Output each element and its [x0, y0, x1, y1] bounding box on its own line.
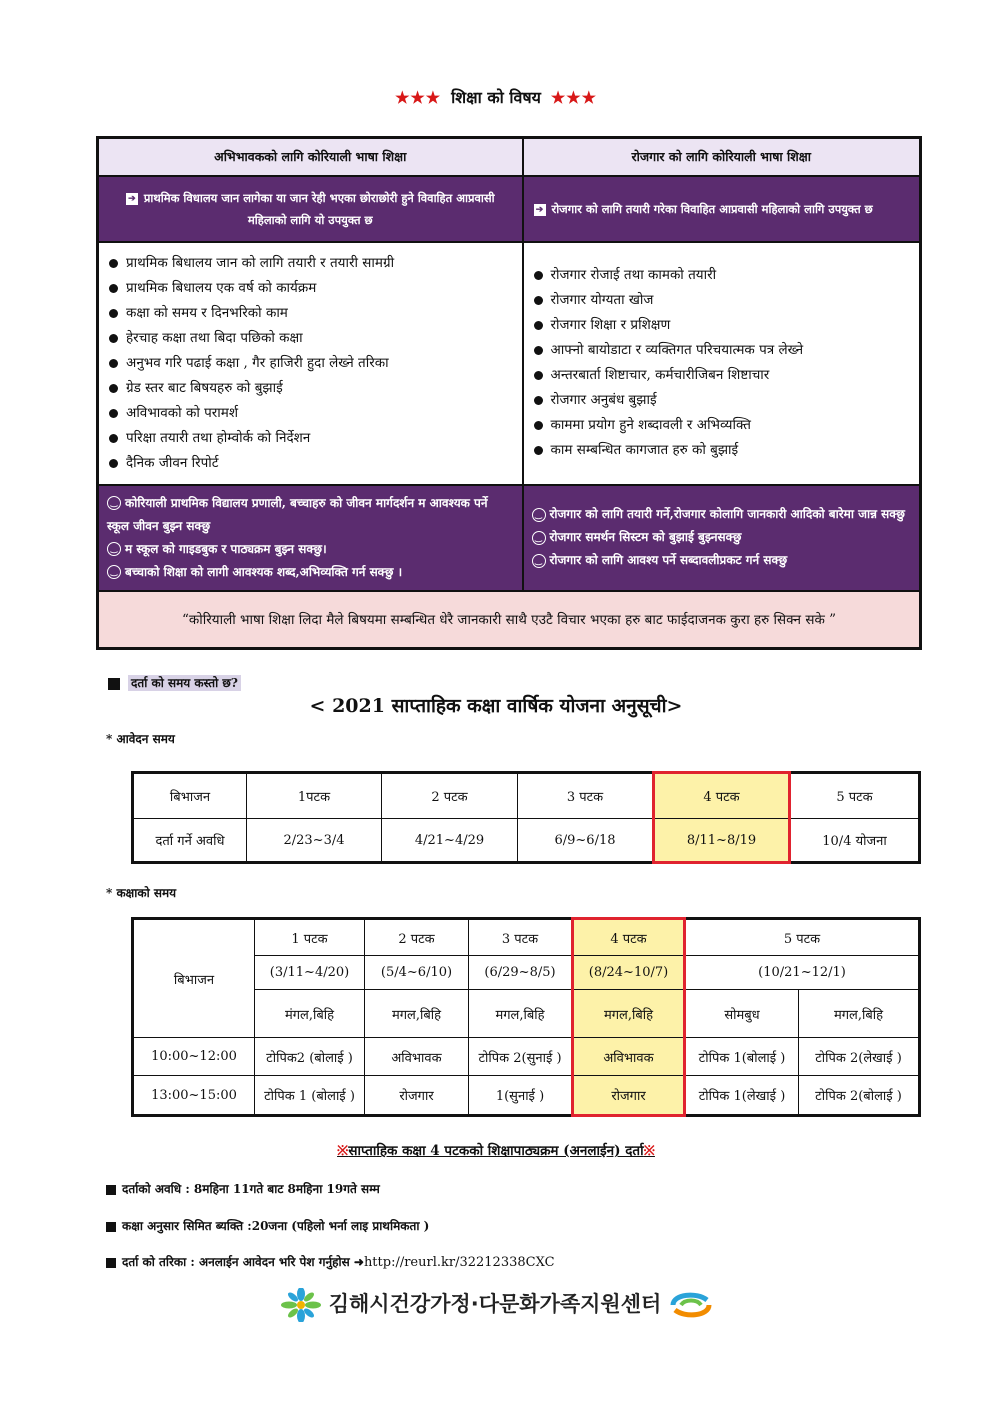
table-cell: टोपिक 1 (बोलाई )	[255, 1076, 365, 1116]
table-cell: बिभाजन	[133, 773, 247, 819]
list-item: रोजगार योग्यता खोज	[534, 288, 910, 313]
class-schedule-table	[131, 917, 921, 1117]
application-label: * आवेदन समय	[106, 732, 175, 746]
plan-title: < 2021 साप्ताहिक कक्षा वार्षिक योजना अनुसूची>	[309, 695, 683, 717]
center-name: 김해시건강가정·다문화가족지원센터	[328, 1292, 662, 1316]
round-name: 5 पटक	[685, 919, 920, 956]
table-cell: 6/9~6/18	[518, 819, 654, 863]
table-cell: 1पटक	[247, 773, 382, 819]
list-item: रोजगार रोजाई तथा कामको तयारी	[534, 263, 910, 288]
registration-period: दर्ताको अवधि : 8महिना 11गते बाट 8महिना 19गते सम्म	[106, 1180, 380, 1197]
bullet-icon	[109, 334, 118, 343]
square-bullet-icon	[106, 1258, 116, 1268]
class-limit: कक्षा अनुसार सिमित ब्यक्ति :20जना (पहिलो भर्ना लाइ प्राथमिकता )	[106, 1217, 429, 1234]
table-cell: 5 पटक	[790, 773, 920, 819]
employment-target	[523, 176, 921, 242]
table-cell: टोपिक 2(लेखाई )	[799, 1038, 920, 1076]
round-name: 2 पटक	[365, 919, 469, 956]
list-item: ग्रेड स्तर बाट बिषयहरु को बुझाई	[109, 376, 512, 401]
class-days: मंगल,बिहि	[255, 990, 365, 1038]
round-dates: (5/4~6/10)	[365, 956, 469, 990]
bullet-icon	[534, 421, 543, 430]
testimonial-quote: “कोरियाली भाषा शिक्षा लिदा मैले बिषयमा सम्बन्धित धेरै जानकारी साथै एउटै विचार भएका हरु बाट फाईदाजनक कुरा हरु सिक्न सके ”	[98, 591, 921, 649]
table-cell: अविभावक	[365, 1038, 469, 1076]
outcome-item: ‿ कोरियाली प्राथमिक विद्यालय प्रणाली, बच्चाहरु को जीवन मार्गदर्शन म आवश्यक पर्ने स्कूल जीवन बुझ्न सक्छु	[107, 495, 488, 533]
table-cell: रोजगार	[365, 1076, 469, 1116]
bullet-icon	[109, 309, 118, 318]
stars-left: ★★★	[395, 88, 442, 107]
registration-link[interactable]: http://reurl.kr/32212338CXC	[363, 1255, 555, 1270]
smile-icon: ‿	[532, 508, 546, 522]
class-days: मगल,बिहि	[799, 990, 920, 1038]
division-cell: बिभाजन	[133, 919, 255, 1038]
square-bullet-icon	[108, 678, 120, 690]
bullet-icon	[534, 321, 543, 330]
table-cell: 10/4 योजना	[790, 819, 920, 863]
table-cell: 2 पटक	[382, 773, 518, 819]
employment-topic-list	[523, 242, 921, 485]
list-item: आफ्नो बायोडाटा र व्यक्तिगत परिचयात्मक पत्र लेख्ने	[534, 338, 910, 363]
bullet-icon	[109, 284, 118, 293]
bullet-icon	[109, 259, 118, 268]
list-item: काम सम्बन्धित कागजात हरु को बुझाई	[534, 438, 910, 463]
list-item: अनुभव गरि पढाई कक्षा , गैर हाजिरी हुदा लेख्ने तरिका	[109, 351, 512, 376]
bullet-icon	[109, 409, 118, 418]
flower-logo-icon	[277, 1288, 325, 1322]
list-item: प्राथमिक बिधालय एक वर्ष को कार्यक्रम	[109, 276, 512, 301]
arrow-box-icon: ➔	[126, 193, 138, 205]
class-days: मगल,बिहि	[365, 990, 469, 1038]
title-text: शिक्षा को विषय	[451, 88, 541, 107]
list-item: परिक्षा तयारी तथा होम्वोर्क को निर्देशन	[109, 426, 512, 451]
swirl-logo-icon	[667, 1290, 715, 1320]
table-cell-highlight: अविभावक	[573, 1038, 685, 1076]
table-cell: टोपिक 2(सुनाई )	[469, 1038, 573, 1076]
list-item: काममा प्रयोग हुने शब्दावली र अभिव्यक्ति	[534, 413, 910, 438]
round-name: 3 पटक	[469, 919, 573, 956]
round-name-highlight: 4 पटक	[573, 919, 685, 956]
page-title	[0, 86, 992, 108]
employment-course-heading: रोजगार को लागि कोरियाली भाषा शिक्षा	[523, 138, 921, 176]
stars-right: ★★★	[550, 88, 597, 107]
smile-icon: ‿	[532, 531, 546, 545]
table-cell-highlight: रोजगार	[573, 1076, 685, 1116]
registration-method: दर्ता को तरिका : अनलाईन आवेदन भरि पेश गर्नुहोस ➜http://reurl.kr/32212338CXC	[106, 1253, 555, 1270]
table-cell: टोपिक2 (बोलाई )	[255, 1038, 365, 1076]
list-item: अविभावको को परामर्श	[109, 401, 512, 426]
smile-icon: ‿	[107, 542, 121, 556]
class-time-label: * कक्षाको समय	[106, 886, 177, 900]
bullet-icon	[109, 359, 118, 368]
center-logo	[0, 1288, 992, 1322]
table-cell: दर्ता गर्ने अवधि	[133, 819, 247, 863]
outcome-item: ‿ रोजगार समर्थन सिस्टम को बुझाई बुझ्नसक्छु	[532, 526, 912, 549]
employment-target-text: रोजगार को लागि तयारी गरेका विवाहित आप्रवासी महिलाको लागि उपयुक्त छ	[551, 201, 873, 216]
bullet-icon	[534, 446, 543, 455]
bullet-icon	[534, 396, 543, 405]
list-item: रोजगार अनुबंध बुझाई	[534, 388, 910, 413]
round-name: 1 पटक	[255, 919, 365, 956]
smile-icon: ‿	[107, 496, 121, 510]
table-cell: टोपिक 1(बोलाई )	[685, 1038, 799, 1076]
parent-course-heading: अभिभावकको लागि कोरियाली भाषा शिक्षा	[98, 138, 523, 176]
list-item: हेरचाह कक्षा तथा बिदा पछिको कक्षा	[109, 326, 512, 351]
round-dates: (3/11~4/20)	[255, 956, 365, 990]
bullet-icon	[109, 434, 118, 443]
table-cell: 4/21~4/29	[382, 819, 518, 863]
outcome-item: ‿ रोजगार को लागि तयारी गर्ने,रोजगार कोलागि जानकारी आदिको बारेमा जान्न सक्छु	[532, 503, 912, 526]
parent-outcomes	[98, 485, 523, 591]
outcome-item: ‿ रोजगार को लागि आवश्य पर्ने सब्दावलीप्रकट गर्न सक्छु	[532, 549, 912, 572]
smile-icon: ‿	[532, 554, 546, 568]
table-cell: 2/23~3/4	[247, 819, 382, 863]
parent-topic-list	[98, 242, 523, 485]
list-item: दैनिक जीवन रिपोर्ट	[109, 451, 512, 476]
bullet-icon	[109, 459, 118, 468]
table-cell-highlight: 8/11~8/19	[654, 819, 790, 863]
bullet-icon	[534, 371, 543, 380]
table-cell: 1(सुनाई )	[469, 1076, 573, 1116]
table-cell: 3 पटक	[518, 773, 654, 819]
list-item: कक्षा को समय र दिनभरिको काम	[109, 301, 512, 326]
smile-icon: ‿	[107, 565, 121, 579]
application-schedule-table	[131, 771, 921, 864]
outcome-item: ‿ म स्कूल को गाइडबुक र पाठ्यक्रम बुझ्न सक्छु।	[107, 538, 514, 561]
bullet-icon	[534, 271, 543, 280]
round-dates: (6/29~8/5)	[469, 956, 573, 990]
class-days: सोमबुध	[685, 990, 799, 1038]
list-item: अन्तरबार्ता शिष्टाचार, कर्मचारीजिबन शिष्टाचार	[534, 363, 910, 388]
bullet-icon	[534, 346, 543, 355]
time-slot: 10:00~12:00	[133, 1038, 255, 1076]
registration-heading: ※साप्ताहिक कक्षा 4 पटकको शिक्षापाठ्यक्रम (अनलाईन) दर्ता※	[337, 1143, 655, 1159]
round-dates-highlight: (8/24~10/7)	[573, 956, 685, 990]
outcome-item: ‿ बच्चाको शिक्षा को लागी आवश्यक शब्द,अभिव्यक्ति गर्न सक्छु ।	[107, 561, 514, 584]
registration-question: दर्ता को समय कस्तो छ?	[108, 674, 241, 691]
class-days: मगल,बिहि	[469, 990, 573, 1038]
time-slot: 13:00~15:00	[133, 1076, 255, 1116]
parent-target	[98, 176, 523, 242]
square-bullet-icon	[106, 1185, 116, 1195]
bullet-icon	[534, 296, 543, 305]
course-comparison-table	[96, 136, 922, 650]
square-bullet-icon	[106, 1222, 116, 1232]
class-days-highlight: मगल,बिहि	[573, 990, 685, 1038]
employment-outcomes	[523, 485, 921, 591]
round-dates: (10/21~12/1)	[685, 956, 920, 990]
table-cell-highlight: 4 पटक	[654, 773, 790, 819]
arrow-box-icon: ➔	[534, 204, 546, 216]
list-item: प्राथमिक बिधालय जान को लागि तयारी र तयारी सामग्री	[109, 251, 512, 276]
parent-target-text: प्राथमिक विधालय जान लागेका या जान रेही भएका छोराछोरी हुने विवाहित आप्रवासी महिलाको लागि यो उपयुक्त छ	[143, 190, 495, 227]
table-cell: टोपिक 1(लेखाई )	[685, 1076, 799, 1116]
table-cell: टोपिक 2(बोलाई )	[799, 1076, 920, 1116]
list-item: रोजगार शिक्षा र प्रशिक्षण	[534, 313, 910, 338]
bullet-icon	[109, 384, 118, 393]
